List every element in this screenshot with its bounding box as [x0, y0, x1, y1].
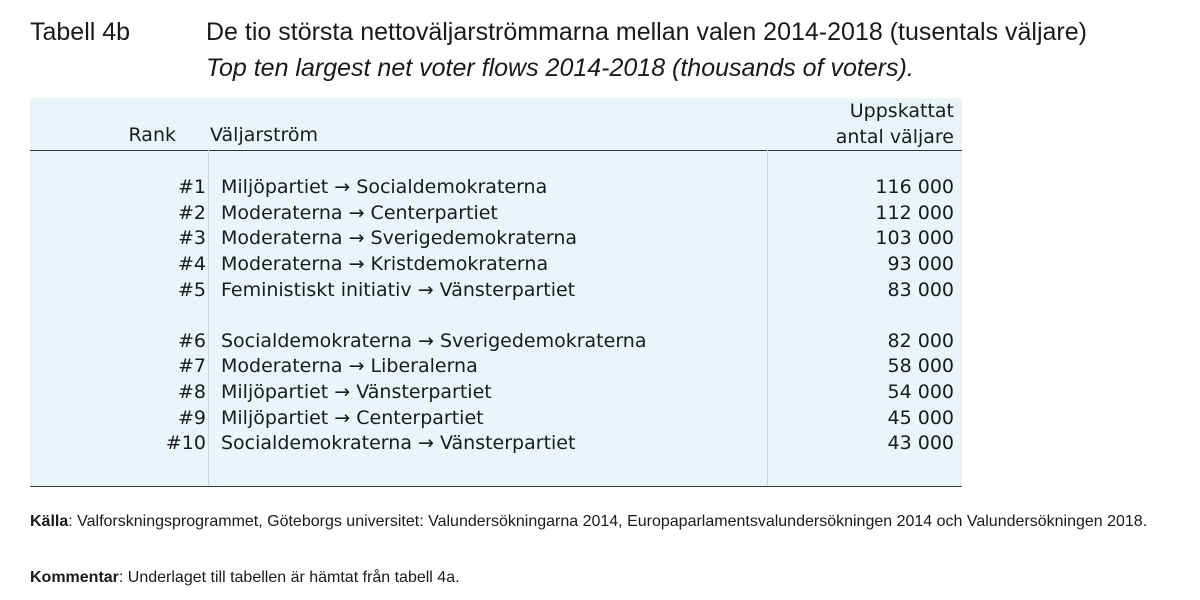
arrow-right-icon: → [334, 406, 351, 429]
row-voter-flow [221, 227, 577, 249]
arrow-right-icon: → [334, 176, 351, 198]
flow-to: Sverigedemokraterna [440, 329, 647, 352]
row-value: 82 000 [887, 329, 954, 352]
flow-to: Socialdemokraterna [356, 176, 548, 198]
arrow-right-icon: → [417, 278, 434, 301]
row-rank: #4 [177, 253, 206, 276]
row-value: 116 000 [875, 176, 954, 198]
arrow-right-icon: → [348, 201, 365, 224]
table-number: Tabell 4b [30, 18, 131, 46]
flow-from: Feministiskt initiativ [221, 278, 412, 301]
flow-from: Moderaterna [221, 227, 343, 250]
flow-from: Moderaterna [221, 201, 343, 224]
arrow-right-icon: → [418, 329, 434, 352]
row-rank: #3 [177, 227, 206, 250]
row-voter-flow [221, 202, 498, 224]
flow-to: Liberalerna [370, 355, 478, 378]
row-value: 103 000 [875, 227, 954, 250]
row-voter-flow [221, 330, 646, 352]
flow-to: Sverigedemokraterna [370, 227, 578, 250]
row-rank: #5 [177, 278, 206, 301]
header-voter-flow: Väljarström [210, 124, 319, 146]
row-voter-flow [221, 176, 547, 198]
table-title-english: Top ten largest net voter flows 2014-2018 (thousands of voters). [206, 54, 914, 82]
row-voter-flow [221, 381, 492, 403]
row-rank: #2 [177, 201, 206, 224]
row-value: 54 000 [887, 380, 954, 403]
table-row [0, 381, 1200, 407]
flow-to: Vänsterpartiet [356, 380, 492, 403]
flow-to: Vänsterpartiet [439, 278, 576, 301]
flow-from: Miljöpartiet [221, 176, 329, 198]
row-rank: #10 [165, 432, 206, 455]
flow-from: Moderaterna [221, 253, 343, 276]
row-value: 83 000 [887, 278, 954, 301]
source-text: : Valforskningsprogrammet, Göteborgs universitet: Valundersökningarna 2014, Europaparlamentsvalundersökningen 2014 och Valundersökningen 2018. [68, 513, 1148, 530]
flow-from: Moderaterna [221, 355, 343, 378]
flow-from: Socialdemokraterna [221, 432, 412, 455]
row-value: 112 000 [875, 201, 954, 224]
table-row [0, 227, 1200, 253]
header-estimated-voters-line2: antal väljare [835, 126, 954, 148]
row-value: 93 000 [887, 253, 954, 276]
row-rank: #6 [177, 329, 206, 352]
table-row [0, 202, 1200, 228]
table-row [0, 253, 1200, 279]
row-rank: #8 [177, 380, 206, 403]
table-row [0, 279, 1200, 305]
arrow-right-icon: → [348, 355, 365, 378]
flow-to: Centerpartiet [370, 201, 498, 224]
flow-to: Kristdemokraterna [370, 253, 549, 276]
row-value: 45 000 [887, 406, 954, 429]
arrow-right-icon: → [334, 380, 351, 403]
row-voter-flow [221, 355, 478, 377]
table-row [0, 176, 1200, 202]
row-rank: #9 [177, 406, 206, 429]
table-row [0, 330, 1200, 356]
source-note [30, 512, 1170, 532]
comment-text: : Underlaget till tabellen är hämtat från tabell 4a. [118, 569, 460, 586]
header-rank: Rank [128, 124, 176, 146]
row-rank: #7 [177, 355, 206, 378]
row-voter-flow [221, 432, 575, 454]
table-row [0, 432, 1200, 458]
arrow-right-icon: → [348, 227, 365, 250]
bottom-rule [30, 486, 962, 487]
header-estimated-voters [836, 98, 954, 150]
flow-to: Vänsterpartiet [440, 432, 576, 455]
arrow-right-icon: → [348, 253, 365, 276]
row-voter-flow [221, 407, 484, 429]
row-rank: #1 [177, 176, 206, 198]
row-voter-flow [221, 279, 575, 301]
flow-from: Miljöpartiet [221, 406, 329, 429]
flow-from: Socialdemokraterna [221, 329, 412, 352]
comment-note [30, 568, 1170, 588]
row-value: 43 000 [887, 432, 954, 455]
arrow-right-icon: → [418, 432, 434, 455]
row-value: 58 000 [887, 355, 954, 378]
table-title-swedish: De tio största nettoväljarströmmarna mellan valen 2014-2018 (tusentals väljare) [206, 18, 1087, 46]
header-rule [30, 150, 962, 151]
row-voter-flow [221, 253, 548, 275]
header-estimated-voters-line1: Uppskattat [849, 100, 954, 122]
table-row [0, 355, 1200, 381]
flow-to: Centerpartiet [356, 406, 484, 429]
table-row [0, 407, 1200, 433]
source-label: Källa [30, 513, 69, 530]
comment-label: Kommentar [30, 569, 119, 586]
flow-from: Miljöpartiet [221, 380, 329, 403]
